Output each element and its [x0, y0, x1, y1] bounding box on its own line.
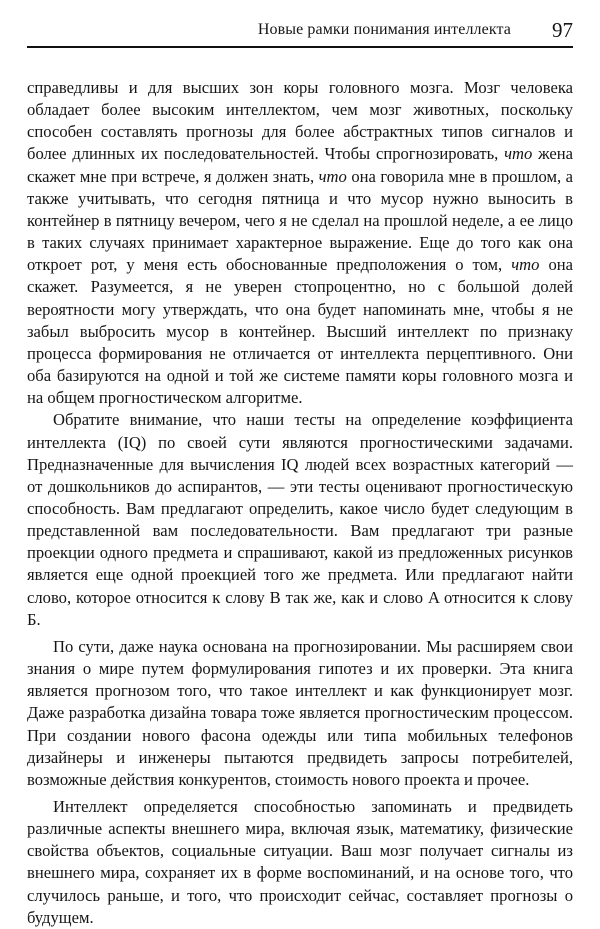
- paragraph-2: Обратите внимание, что наши тесты на определение коэффициента интеллекта (IQ) по своей сути являются прогностическими задачами. Предназначенные для вычисления IQ людей всех возрастных категорий — от дошкольников до аспирантов, — эти тесты оценивают прогностическую способность. Вам предлагают определить, какое число будет следующим в представленной вам последовательности. Вам предлагают три разные проекции одного предмета и спрашивают, какой из предложенных рисунков является еще одной проекцией того же предмета. Или предлагают найти слово, которое относится к слову B так же, как и слово A относится к слову Б.: [27, 410, 573, 629]
- page-number: 97: [552, 18, 573, 42]
- running-header: [27, 18, 573, 48]
- paragraph-4: Интеллект определяется способностью запоминать и предвидеть различные аспекты внешнего мира, включая язык, математику, физические свойства объектов, социальные ситуации. Ваш мозг получает сигналы из внешнего мира, сохраняет их в форме воспоминаний, и на основе того, что случилось раньше, и того, что происходит сейчас, составляет прогнозы о будущем.: [27, 797, 573, 927]
- paragraph-1-part-1: справедливы и для высших зон коры головного мозга. Мозг человека обладает более высоким интеллектом, чем мозг животных, поскольку способен составлять прогнозы для более абстрактных типов сигналов и более длинных их последовательностей. Чтобы спрогнозировать,: [27, 78, 573, 164]
- body-text: [27, 77, 573, 929]
- paragraph-1-italic-2: что: [318, 166, 347, 186]
- paragraph-1-part-2: жена скажет мне при встрече, я должен знать,: [27, 144, 573, 186]
- paragraph-1-italic-1: что: [504, 144, 533, 164]
- paragraph-1-part-3: она говорила мне в прошлом, а также учитывать, что сегодня пятница и что мусор нужно выносить в контейнер в пятницу вечером, чего я не сделал на прошлой неделе, а ее лицо в таких случаях принимает характерное выражение. Еще до того как она откроет рот, у меня есть обоснованные предположения о том,: [27, 166, 573, 275]
- paragraph-1-italic-3: что: [511, 255, 540, 275]
- paragraph-3: По сути, даже наука основана на прогнозировании. Мы расширяем свои знания о мире путем формулирования гипотез и их проверки. Эта книга является прогнозом того, что такое интеллект и как функционирует мозг. Даже разработка дизайна товара тоже является прогностическим процессом. При создании нового фасона одежды или типа мобильных телефонов дизайнеры и инженеры пытаются предвидеть запросы потребителей, возможные действия конкурентов, стоимость нового проекта и прочее.: [27, 636, 573, 789]
- paragraph-1: [27, 77, 573, 409]
- paragraph-1-part-4: она скажет. Разумеется, я не уверен стопроцентно, но с большой долей вероятности могу утверждать, что она будет напоминать мне, чтобы я не забыл выбросить мусор в контейнер. Высший интеллект по признаку процесса формирования не отличается от интеллекта перцептивного. Они оба базируются на одной и той же системе памяти коры головного мозга и на общем прогностическом алгоритме.: [27, 255, 573, 408]
- running-title: Новые рамки понимания интеллекта: [257, 21, 511, 38]
